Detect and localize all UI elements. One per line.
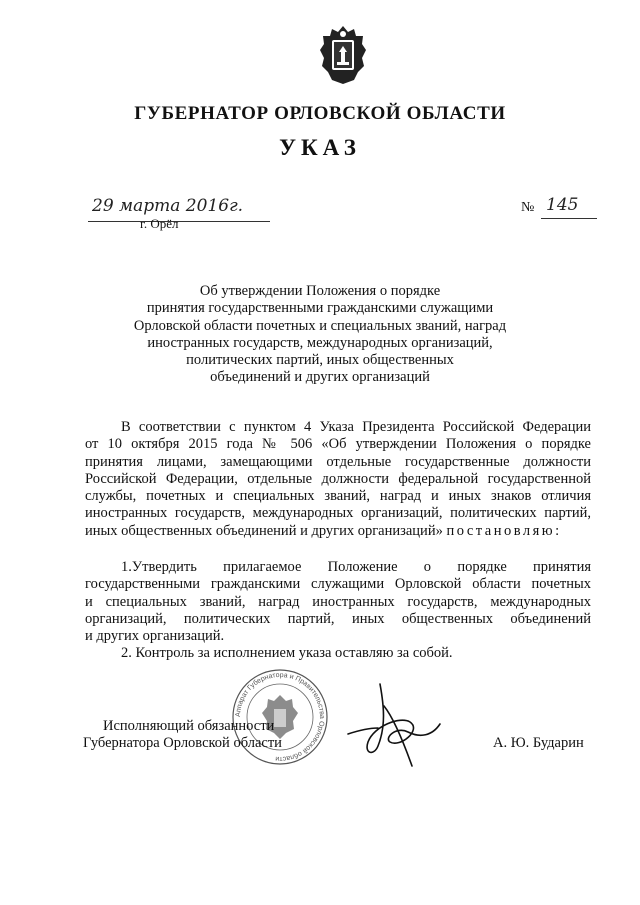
signatory-name: А. Ю. Бударин	[493, 735, 584, 751]
signatory-position-line1: Исполняющий обязанности	[103, 718, 275, 734]
item-1-paragraph	[85, 559, 591, 645]
subject-line: Об утверждении Положения о порядке	[199, 283, 441, 299]
seal-text: Аппарат Губернатора и Правительства Орловской области	[234, 671, 326, 763]
item-1-line: государственными гражданскими служащими Орловской области почетных	[85, 576, 591, 593]
preamble-last-line	[85, 523, 591, 540]
signatory-position-line2: Губернатора Орловской области	[83, 735, 282, 751]
handwritten-signature	[340, 676, 470, 776]
subject-line: объединений и других организаций	[210, 369, 430, 386]
issuer-title: ГУБЕРНАТОР ОРЛОВСКОЙ ОБЛАСТИ	[134, 103, 506, 124]
subject-line: Орловской области почетных и специальных званий, наград	[133, 317, 507, 334]
preamble-line: иных общественных объединений и других организаций»	[85, 522, 443, 539]
decree-subject	[130, 283, 510, 387]
preamble-line: Российской Федерации, отдельные должности федеральной государственной	[85, 470, 591, 487]
subject-line: иностранных государств, международных организаций,	[147, 334, 493, 351]
preamble-line: службы, почетных и специальных званий, наград и иных знаков отличия	[85, 488, 591, 505]
item-1-line: и других организаций.	[85, 628, 225, 645]
subject-line: политических партий, иных общественных	[186, 352, 454, 369]
decree-date: 29 марта 2016г.	[92, 196, 244, 216]
item-1-line: организаций, политических партий, иных общественных объединений	[85, 610, 591, 627]
document-type-title: УКАЗ	[279, 135, 361, 160]
item-1-line: и специальных званий, наград иностранных государств, международных	[85, 593, 591, 610]
preamble-line: иностранных государств, международных организаций, политических партий,	[85, 505, 591, 522]
item-2-paragraph: 2. Контроль за исполнением указа оставляю за собой.	[121, 645, 453, 661]
coat-of-arms-emblem	[318, 24, 368, 86]
subject-line: принятия государственными гражданскими служащими	[146, 300, 494, 317]
preamble-line: от 10 октября 2015 года № 506 «Об утверждении Положения о порядке	[85, 436, 591, 453]
item-1-line: 1.Утвердить прилагаемое Положение о порядке принятия	[121, 559, 591, 575]
preamble-line: принятия лицами, замещающими отдельные государственные должности	[85, 453, 591, 470]
decree-number-label: №	[521, 200, 535, 215]
preamble-line: В соответствии с пунктом 4 Указа Президента Российской Федерации	[121, 419, 591, 435]
decree-number: 145	[546, 195, 579, 215]
decree-city: г. Орёл	[140, 216, 179, 231]
preamble-paragraph	[85, 419, 591, 540]
decision-word: постановляю:	[446, 522, 562, 539]
